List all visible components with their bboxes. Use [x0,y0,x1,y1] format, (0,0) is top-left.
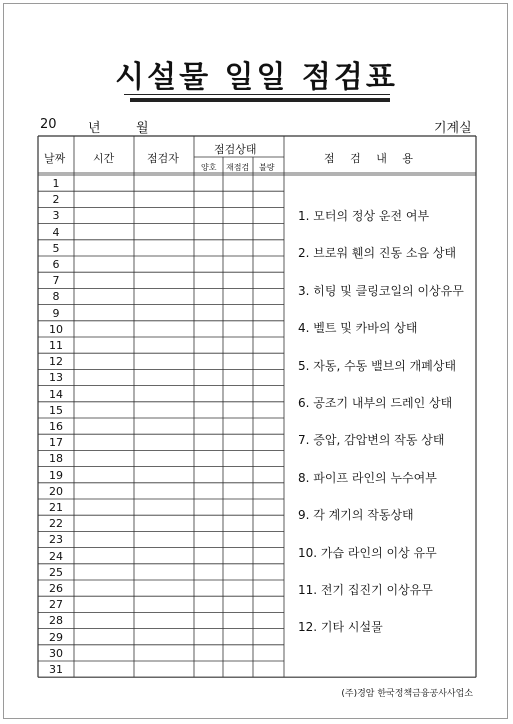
day-number: 8 [52,290,60,304]
day-number: 26 [49,582,63,595]
day-number: 23 [49,533,63,547]
col-status-recheck: 재점검 [226,163,250,172]
col-status-bad: 불량 [259,163,275,172]
day-number: 20 [49,484,63,498]
day-number: 11 [49,339,63,352]
day-number: 12 [49,355,63,369]
day-number: 10 [49,322,63,336]
day-number: 19 [49,468,63,482]
year-prefix: 20 [40,117,57,132]
col-time-header: 시간 [93,152,115,165]
day-number: 22 [49,517,63,531]
inspection-item: 10. 가습 라인의 이상 유무 [298,545,437,560]
day-number: 18 [49,452,63,466]
inspection-item: 8. 파이프 라인의 누수여부 [298,470,437,485]
room-label: 기계실 [434,121,472,136]
footer-company: (주)경암 한국정책금융공사사업소 [341,689,473,699]
day-number: 6 [52,258,60,271]
inspection-item: 4. 벨트 및 카바의 상태 [298,321,418,336]
inspection-item: 3. 히팅 및 클링코일의 이상유무 [298,283,464,298]
day-number: 3 [52,209,60,223]
day-number: 30 [49,646,63,660]
day-number: 14 [49,387,63,401]
day-number: 25 [49,565,63,579]
col-status-header: 점검상태 [214,143,257,156]
inspection-item: 5. 자동, 수동 밸브의 개폐상태 [298,358,457,373]
col-contents-header: 점 검 내 용 [324,152,419,165]
day-number: 28 [49,614,63,628]
col-status-good: 양호 [201,163,217,172]
day-number: 27 [49,598,63,612]
inspection-item: 6. 공조기 내부의 드레인 상태 [298,396,453,410]
day-number: 7 [52,274,60,288]
inspection-item: 2. 브로워 휀의 진동 소음 상태 [298,246,457,261]
day-number: 2 [52,193,60,207]
year-label: 년 [88,121,101,136]
day-number: 13 [49,371,63,385]
col-inspector-header: 점검자 [147,152,179,165]
day-number: 17 [49,436,63,450]
day-number: 29 [49,630,63,644]
day-number: 16 [49,420,63,433]
day-number: 9 [52,306,60,320]
inspection-item: 9. 각 계기의 작동상태 [298,508,414,523]
day-number: 4 [52,225,60,239]
day-number: 15 [49,403,63,417]
day-number: 1 [52,177,60,190]
inspection-item: 12. 기타 시설물 [298,620,383,635]
inspection-item: 7. 증압, 감압변의 작동 상태 [298,433,445,448]
col-day-header: 날짜 [44,152,66,165]
day-number: 5 [52,241,60,255]
inspection-item: 1. 모터의 정상 운전 여부 [298,209,430,223]
inspection-item: 11. 전기 집진기 이상유무 [298,583,433,597]
day-number: 31 [49,663,63,676]
day-number: 21 [49,501,63,514]
page-title: 시설물 일일 점검표 [115,60,398,95]
day-number: 24 [49,549,63,563]
month-label: 월 [136,121,149,136]
